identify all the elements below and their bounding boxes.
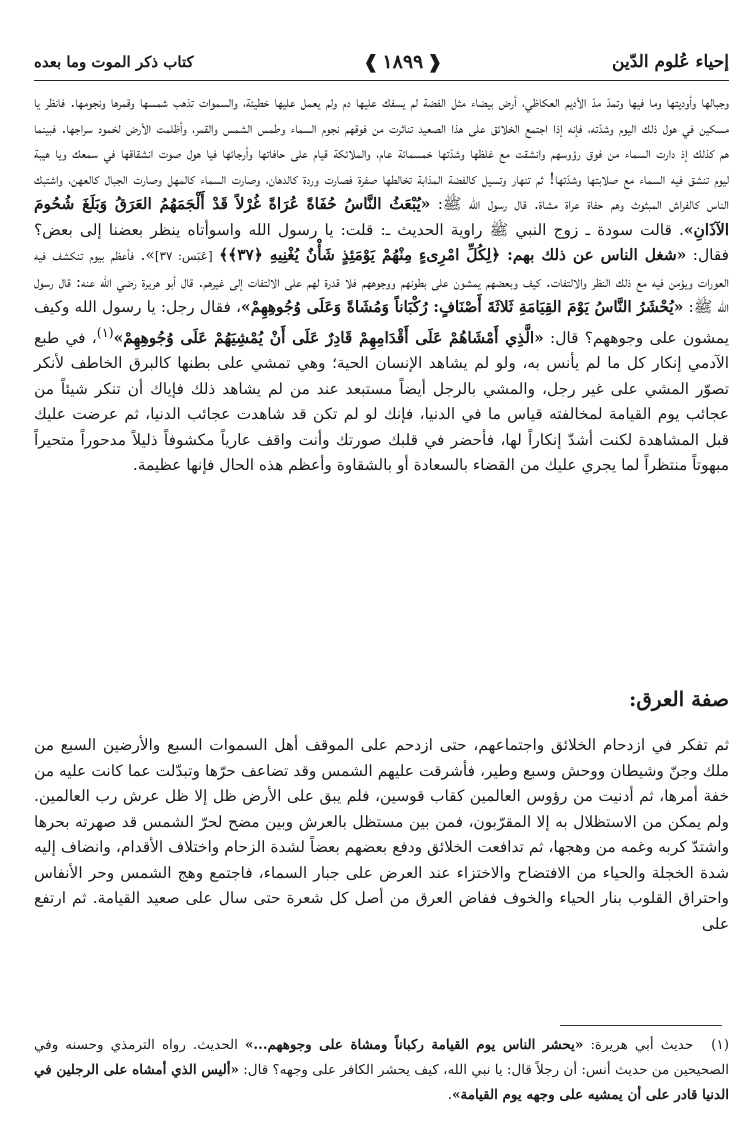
- footnote-number: (١): [711, 1037, 729, 1053]
- footnote-text: .: [447, 1087, 453, 1103]
- hadith-quote: «يُبْعَثُ النَّاسُ حُفَاةً عُرَاةً غُرْلاً قَدْ أَلْجَمَهُمُ العَرَقُ وَبَلَغَ شُحُومَ الآذَانِ»: [34, 195, 729, 239]
- paragraph-1: [34, 90, 729, 479]
- text-run: وجبالها وأوديتها وما فيها وتمدّ مدّ الأديم العكاظي، أرض بيضاء مثل الفضة لم يسفك عليها دم ولم يعمل عليها خطيئة، والسموات تذهب شمسها وقمرها ونجومها. فانظر يا مسكين في هول ذلك اليوم وشدّته، فإنه إذا اجتمع الخلائق على هذا الصعيد تناثرت من فوقهم نجوم السماء وطمس الشمس والقمر، وأظلمت الأرض لخمود سراجها. فبينما هم كذلك إذ دارت السماء من فوق رؤوسهم وانشقت مع غلظها وشدّتها خمسمائة عام، والملائكة قيام على حافاتها وأرجائها فيا هول صوت انشقاقها في سمعك ويا هيبة ليوم تنشق فيه السماء مع صلابتها وشدّتها! ثم تنهار وتسيل كالفضة المذابة تخالطها صفرة فصارت وردة كالدهان، وصارت السماء كالمهل وصارت الجبال كالعهن، واشتبك الناس كالفراش المبثوث وهم حفاة عراة مشاة. قال رسول الله ﷺ:: [34, 93, 729, 213]
- page-number: ١٨٩٩: [382, 51, 424, 73]
- quran-reference: [عَبَس: ٣٧]: [154, 249, 213, 263]
- section-paragraph: [34, 733, 729, 937]
- main-paragraph: [34, 90, 729, 479]
- text-run: ، في طبع الآدمي إنكار كل ما لم يأنس به، ولو لم يشاهد الإنسان الحية؛ وهي تمشي على بطنها كالبرق الخاطف لأنكر تصوّر المشي على غير رجل، والمشي بالرجل أيضاً مستبعد عند من لم يشاهد ذلك فإياك أن تنكر شيئاً من عجائب يوم القيامة لمخالفته قياس ما في الدنيا، فإنك لو لم تكن قد شاهدت عجائب الدنيا، ثم عرضت عليك قبل المشاهدة لكنت أشدّ إنكاراً لها، فأحضر في قلبك صورتك وأنت واقف عارياً مكشوفاً ذليلاً مدحوراً متحيراً مبهوتاً منتظراً لما يجري عليك من القضاء بالسعادة أو بالشقاوة وأعظم هذه الحال فإنها عظيمة.: [34, 328, 729, 475]
- page-number-box: [363, 51, 442, 73]
- chapter-title: كتاب ذكر الموت وما بعده: [34, 53, 194, 71]
- footnote-reference[interactable]: (١): [96, 325, 114, 341]
- book-title: إحياء عُلوم الدّين: [612, 52, 729, 72]
- ornament-right-icon: ❰: [427, 51, 443, 73]
- page-header: [34, 44, 729, 81]
- footnote-text: الحديث. رواه الترمذي وحسنه وفي الصحيحين من حديث أنس: أن رجلاً قال: يا نبي الله، كيف يحشر الكافر على وجهه؟ قال:: [34, 1037, 729, 1078]
- text-run: . قالت سودة ـ زوج النبي ﷺ راوية الحديث ـ: قلت: يا رسول الله واسوأتاه ينظر بعضنا إلى بعض؟ فقال:: [34, 220, 729, 264]
- hadith-quote: «يُحْشَرُ النَّاسُ يَوْمَ القِيَامَةِ ثَلاثَةَ أَصْنَافٍ: رُكْبَاناً وَمُشَاةً وَعَلَى وُجُوهِهِمْ»: [240, 298, 684, 316]
- footnote-hadith: «أليس الذي أمشاه على الرجلين في الدنيا قادر على أن يمشيه على وجهه يوم القيامة»: [34, 1062, 729, 1103]
- text-run: ، فقال رجل: يا رسول الله وكيف يمشون على وجوههم؟ قال:: [34, 298, 729, 347]
- text-run: ». فأعظم بيوم تنكشف فيه العورات ويؤمن فيه مع ذلك النظر والالتفات. كيف وبعضهم يمشون على بطونهم ووجوههم فلا قدرة لهم على الالتفات إلى غيرهم. قال أبو هريرة رضي الله عنه: قال رسول الله ﷺ:: [34, 246, 729, 316]
- quran-quote: «شغل الناس عن ذلك بهم: ﴿لِكُلِّ امْرِىءٍ مِنْهُمْ يَوْمَئِذٍ شَأْنٌ يُغْنِيهِ ﴿٣٧﴾﴾: [219, 246, 687, 264]
- footnote-hadith: «يحشر الناس يوم القيامة ركباناً ومشاة على وجوههم...»: [244, 1037, 584, 1053]
- hadith-quote: «الَّذِي أَمْشَاهُمْ عَلَى أَقْدَامِهِمْ قَادِرٌ عَلَى أَنْ يُمْشِيَهُمْ عَلَى وُجُوهِهِمْ»: [113, 328, 544, 347]
- footnote: [34, 1033, 729, 1108]
- section-heading: صفة العرق:: [628, 687, 729, 711]
- footnote-divider: [560, 1025, 722, 1026]
- ornament-left-icon: ❱: [363, 51, 379, 73]
- paragraph-2: ثم تفكر في ازدحام الخلائق واجتماعهم، حتى ازدحم على الموقف أهل السموات السبع والأرضين السبع من ملك وجنّ وشيطان ووحش وسبع وطير، فأشرقت عليهم الشمس وقد تضاعف حرّها وتبدّلت عما كانت عليه من خفة أمرها، ثم أدنيت من رؤوس العالمين كقاب قوسين، فلم يبق على الأرض ظل إلا ظل عرش رب العالمين. ولم يمكن من الاستظلال به إلا المقرّبون، فمن بين مستظل بالعرش وبين مضح لحرّ الشمس قد صهرته بحرها واشتدّ كربه وغمه من وهجها، ثم تدافعت الخلائق ودفع بعضهم بعضاً لشدة الزحام واختلاف الأقدام، وانضاف إليه شدة الخجلة والحياء من الافتضاح والاختزاء عند العرض على جبار السماء، فاجتمع وهج الشمس وحر الأنفاس واحتراق القلوب بنار الحياء والخوف ففاض العرق من أصل كل شعرة حتى سال على صعيد القيامة. ثم ارتفع على: [34, 736, 729, 933]
- footnote-text: حديث أبي هريرة:: [583, 1037, 694, 1053]
